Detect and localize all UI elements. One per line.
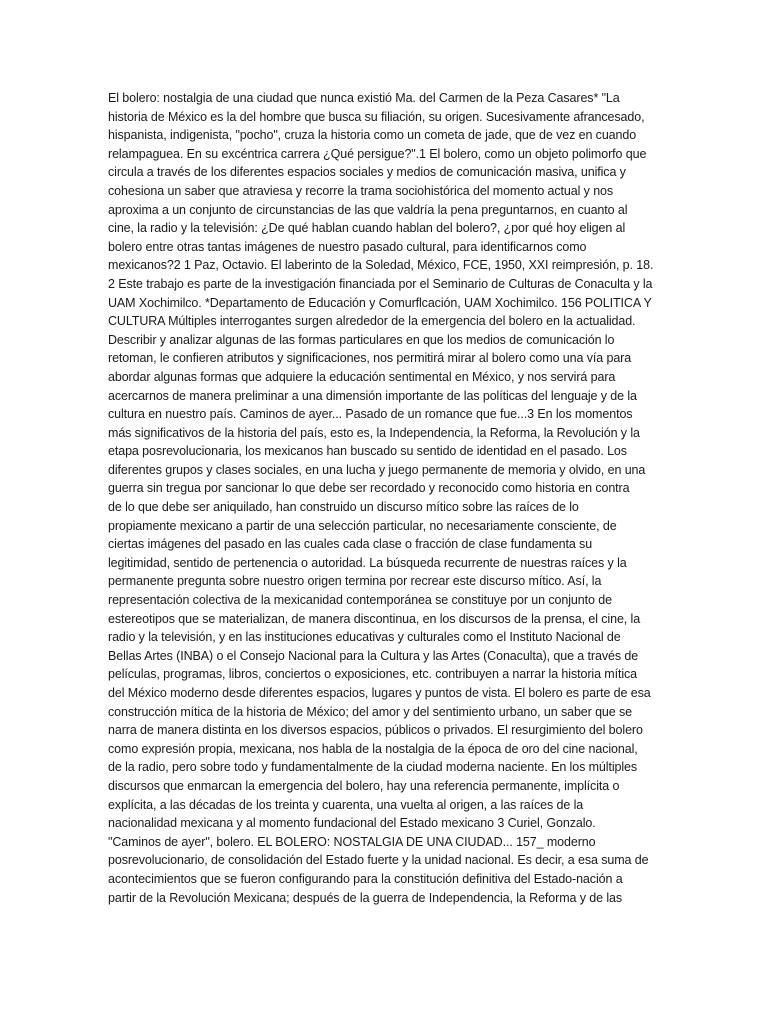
text-line: legitimidad, sentido de pertenencia o autoridad. La búsqueda recurrente de nuestras raíces y la bbox=[108, 555, 627, 570]
text-line: circula a través de los diferentes espacios sociales y medios de comunicación masiva, unifica y bbox=[108, 165, 626, 180]
text-line: de la radio, pero sobre todo y fundamentalmente de la ciudad moderna naciente. En los múltiples bbox=[108, 760, 638, 775]
text-line: como expresión propia, mexicana, nos habla de la nostalgia de la época de oro del cine nacional, bbox=[108, 741, 638, 756]
text-line: Bellas Artes (INBA) o el Consejo Nacional para la Cultura y las Artes (Conaculta), que a través de bbox=[108, 648, 639, 663]
text-line: retoman, le confieren atributos y significaciones, nos permitirá mirar al bolero como una vía para bbox=[108, 351, 632, 366]
text-line: películas, programas, libros, conciertos o exposiciones, etc. contribuyen a narrar la historia mítica bbox=[108, 667, 638, 682]
text-line: guerra sin tregua por sancionar lo que debe ser recordado y reconocido como historia en contra bbox=[108, 481, 630, 496]
text-line: representación colectiva de la mexicanidad contemporánea se constituye por un conjunto de bbox=[108, 593, 612, 608]
text-line: historia de México es la del hombre que busca su filiación, su origen. Sucesivamente afrancesado, bbox=[108, 109, 645, 124]
text-line: abordar algunas formas que adquiere la educación sentimental en México, y nos servirá para bbox=[108, 369, 616, 384]
text-line: etapa posrevolucionaria, los mexicanos han buscado su sentido de identidad en el pasado. Los bbox=[108, 444, 627, 459]
text-line: cohesiona un saber que atraviesa y recorre la trama sociohistórica del momento actual y nos bbox=[108, 183, 614, 198]
text-line: "Caminos de ayer", bolero. EL BOLERO: NOSTALGIA DE UNA CIUDAD... 157_ moderno bbox=[108, 834, 596, 849]
text-line: aproxima a un conjunto de circunstancias de las que valdría la pena preguntarnos, en cuanto al bbox=[108, 202, 628, 217]
text-line: radio y la televisión, y en las instituciones educativas y culturales como el Instituto Nacional de bbox=[108, 630, 621, 645]
text-line: UAM Xochimilco. *Departamento de Educación y Comurflcación, UAM Xochimilco. 156 POLITICA Y bbox=[108, 295, 652, 310]
text-line: El bolero: nostalgia de una ciudad que nunca existió Ma. del Carmen de la Peza Casares* "La bbox=[108, 91, 620, 105]
text-line: nacionalidad mexicana y al momento fundacional del Estado mexicano 3 Curiel, Gonzalo. bbox=[108, 816, 596, 831]
text-line: partir de la Revolución Mexicana; después de la guerra de Independencia, la Reforma y de las bbox=[108, 890, 623, 905]
text-line: más significativos de la historia del país, esto es, la Independencia, la Reforma, la Revolución y la bbox=[108, 425, 640, 440]
text-line: del México moderno desde diferentes espacios, lugares y puntos de vista. El bolero es parte de esa bbox=[108, 686, 651, 700]
text-line: cine, la radio y la televisión: ¿De qué hablan cuando hablan del bolero?, ¿por qué hoy eligen al bbox=[108, 221, 626, 236]
text-line: mexicanos?2 1 Paz, Octavio. El laberinto de la Soledad, México, FCE, 1950, XXI reimpresión, p. 18. bbox=[108, 258, 654, 273]
text-line: discursos que enmarcan la emergencia del bolero, hay una referencia permanente, implícita o bbox=[108, 778, 620, 793]
text-line: ciertas imágenes del pasado en las cuales cada clase o fracción de clase fundamenta su bbox=[108, 537, 593, 552]
text-line: Describir y analizar algunas de las formas particulares en que los medios de comunicación lo bbox=[108, 332, 615, 347]
document-body-text bbox=[108, 89, 668, 907]
text-line: 2 Este trabajo es parte de la investigación financiada por el Seminario de Culturas de Conaculta y la bbox=[108, 276, 653, 291]
text-line: construcción mítica de la historia de México; del amor y del sentimiento urbano, un saber que se bbox=[108, 704, 633, 719]
text-line: acercarnos de manera preliminar a una dimensión importante de las políticas del lenguaje y de la bbox=[108, 388, 637, 403]
text-line: hispanista, indigenista, "pocho", cruza la historia como un cometa de jade, que de vez en cuando bbox=[108, 128, 637, 143]
text-line: propiamente mexicano a partir de una selección particular, no necesariamente consciente, de bbox=[108, 518, 617, 533]
text-line: narra de manera distinta en los diversos espacios, públicos o privados. El resurgimiento del bolero bbox=[108, 723, 643, 738]
text-line: posrevolucionario, de consolidación del Estado fuerte y la unidad nacional. Es decir, a esa suma de bbox=[108, 853, 649, 868]
text-line: estereotipos que se materializan, de manera discontinua, en los discursos de la prensa, el cine, la bbox=[108, 611, 641, 626]
text-line: explícita, a las décadas de los treinta y cuarenta, una vuelta al origen, a las raíces de la bbox=[108, 797, 584, 812]
text-line: relampaguea. En su excéntrica carrera ¿Qué persigue?".1 El bolero, como un objeto polimorfo que bbox=[108, 146, 647, 161]
text-line: acontecimientos que se fueron configurando para la constitución definitiva del Estado-nación a bbox=[108, 871, 623, 886]
text-line: bolero entre otras tantas imágenes de nuestro pasado cultural, para identificarnos como bbox=[108, 239, 587, 254]
text-line: CULTURA Múltiples interrogantes surgen alrededor de la emergencia del bolero en la actualidad. bbox=[108, 314, 636, 329]
text-line: de lo que debe ser aniquilado, han construido un discurso mítico sobre las raíces de lo bbox=[108, 500, 579, 515]
text-line: cultura en nuestro país. Caminos de ayer... Pasado de un romance que fue...3 En los momentos bbox=[108, 407, 633, 422]
text-line: diferentes grupos y clases sociales, en una lucha y juego permanente de memoria y olvido, en una bbox=[108, 462, 646, 477]
text-line: permanente pregunta sobre nuestro origen termina por recrear este discurso mítico. Así, la bbox=[108, 574, 602, 589]
